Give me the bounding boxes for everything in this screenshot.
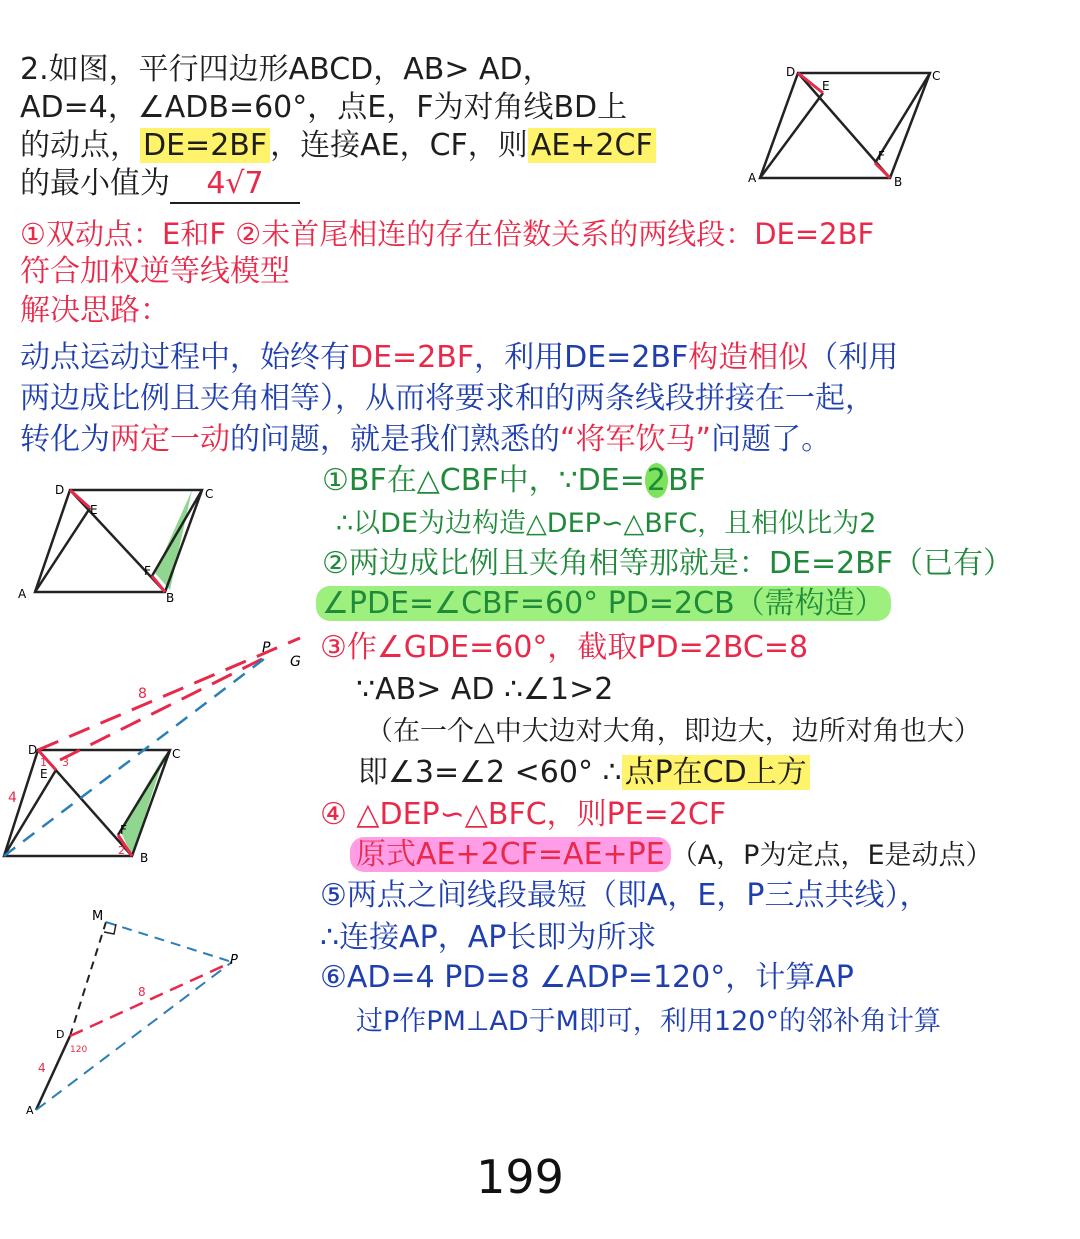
label-8: 8 xyxy=(138,985,146,999)
label-b: B xyxy=(166,591,175,605)
step-1 xyxy=(322,463,706,499)
idea-line-1 xyxy=(20,340,898,376)
idea-red: 两定一动 xyxy=(110,422,230,457)
step-text: 即∠3=∠2 <60° ∴ xyxy=(358,755,622,790)
problem-line-3 xyxy=(20,128,656,164)
problem-text: ，连接AE，CF，则 xyxy=(270,128,528,163)
label-4: 4 xyxy=(8,790,17,806)
label-1: 1 xyxy=(40,756,47,769)
label-f: F xyxy=(120,823,127,837)
figure-construction xyxy=(0,630,320,870)
idea-text: 问题了。 xyxy=(711,422,832,457)
figure-parallelogram-2 xyxy=(10,480,230,610)
label-d: D xyxy=(28,743,38,757)
step-6b: 过P作PM⊥AD于M即可，利用120°的邻补角计算 xyxy=(356,1006,941,1037)
highlight-construct: ∠PDE=∠CBF=60° PD=2CB（需构造） xyxy=(316,586,891,621)
idea-line-3 xyxy=(20,422,831,458)
label-a: A xyxy=(18,587,27,601)
analysis-line-2: 符合加权逆等线模型 xyxy=(20,254,290,289)
idea-text: ，利用DE=2BF xyxy=(474,340,689,375)
idea-text: 的问题，就是我们熟悉的 xyxy=(230,422,560,457)
problem-text: 的最小值为 xyxy=(20,166,170,201)
label-b: B xyxy=(894,175,903,189)
idea-text: 转化为 xyxy=(20,422,110,457)
step-text: BF xyxy=(667,463,706,498)
step-text: ①BF在△CBF中，∵DE= xyxy=(322,463,645,498)
analysis-line-3: 解决思路： xyxy=(20,293,170,328)
step-4b xyxy=(350,837,993,874)
step-3b: ∵AB> AD ∴∠1>2 xyxy=(356,672,614,707)
problem-line-1: 2.如图，平行四边形ABCD，AB> AD， xyxy=(20,52,553,87)
idea-line-2: 两边成比例且夹角相等），从而将要求和的两条线段拼接在一起， xyxy=(20,381,875,416)
label-e: E xyxy=(822,79,830,93)
highlight-formula: 原式AE+2CF=AE+PE xyxy=(350,837,671,872)
highlight-dot: 2 xyxy=(646,463,666,498)
analysis-line-1: ①双动点：E和F ②未首尾相连的存在倍数关系的两线段：DE=2BF xyxy=(20,217,875,251)
label-d: D xyxy=(786,65,796,79)
problem-line-4 xyxy=(20,166,300,204)
step-6: ⑥AD=4 PD=8 ∠ADP=120°，计算AP xyxy=(320,960,854,995)
highlight-p-above: 点P在CD上方 xyxy=(622,755,810,790)
label-p: P xyxy=(262,640,271,656)
step-1b: ∴以DE为边构造△DEP∽△BFC，且相似比为2 xyxy=(336,508,877,539)
label-e: E xyxy=(40,767,48,781)
step-5b: ∴连接AP，AP长即为所求 xyxy=(320,920,657,955)
problem-text: 的动点， xyxy=(20,128,140,163)
label-c: C xyxy=(205,487,214,501)
label-m: M xyxy=(92,909,104,924)
label-d: D xyxy=(55,483,65,497)
label-4: 4 xyxy=(38,1061,46,1075)
idea-text: （利用 xyxy=(808,340,899,375)
label-g: G xyxy=(290,654,301,670)
label-c: C xyxy=(172,747,181,761)
label-d: D xyxy=(56,1028,65,1041)
step-3c: （在一个△中大边对大角，即边大，边所对角也大） xyxy=(366,716,981,747)
step-5: ⑤两点之间线段最短（即A，E，P三点共线）， xyxy=(320,878,930,913)
step-text: （A，P为定点，E是动点） xyxy=(670,840,993,871)
label-c: C xyxy=(932,69,941,83)
page-number: 199 xyxy=(476,1150,564,1204)
idea-red: DE=2BF xyxy=(350,340,475,375)
label-120: 120 xyxy=(70,1045,88,1055)
label-b: B xyxy=(140,851,149,865)
step-3: ③作∠GDE=60°，截取PD=2BC=8 xyxy=(320,630,809,665)
step-2: ②两边成比例且夹角相等那就是：DE=2BF（已有） xyxy=(322,546,1014,581)
idea-text: 动点运动过程中，始终有 xyxy=(20,340,350,375)
figure-triangle xyxy=(20,900,260,1120)
step-2b xyxy=(316,586,891,622)
label-a: A xyxy=(748,171,757,185)
answer: 4√7 xyxy=(170,166,300,204)
figure-parallelogram-1 xyxy=(740,60,950,190)
label-3: 3 xyxy=(62,756,69,769)
label-2: 2 xyxy=(118,844,125,857)
label-f: F xyxy=(878,149,885,163)
label-8: 8 xyxy=(138,686,147,702)
label-e: E xyxy=(90,503,98,517)
idea-red: “将军饮马” xyxy=(560,422,712,457)
label-p: P xyxy=(230,953,238,968)
highlight-de-2bf: DE=2BF xyxy=(140,128,270,163)
step-3d xyxy=(358,755,810,791)
step-4: ④ △DEP∽△BFC，则PE=2CF xyxy=(320,797,727,832)
label-f: F xyxy=(144,564,151,578)
label-a: A xyxy=(26,1104,34,1117)
idea-red: 构造相似 xyxy=(688,340,809,375)
problem-line-2: AD=4，∠ADB=60°，点E，F为对角线BD上 xyxy=(20,90,628,125)
highlight-ae-2cf: AE+2CF xyxy=(528,128,656,163)
